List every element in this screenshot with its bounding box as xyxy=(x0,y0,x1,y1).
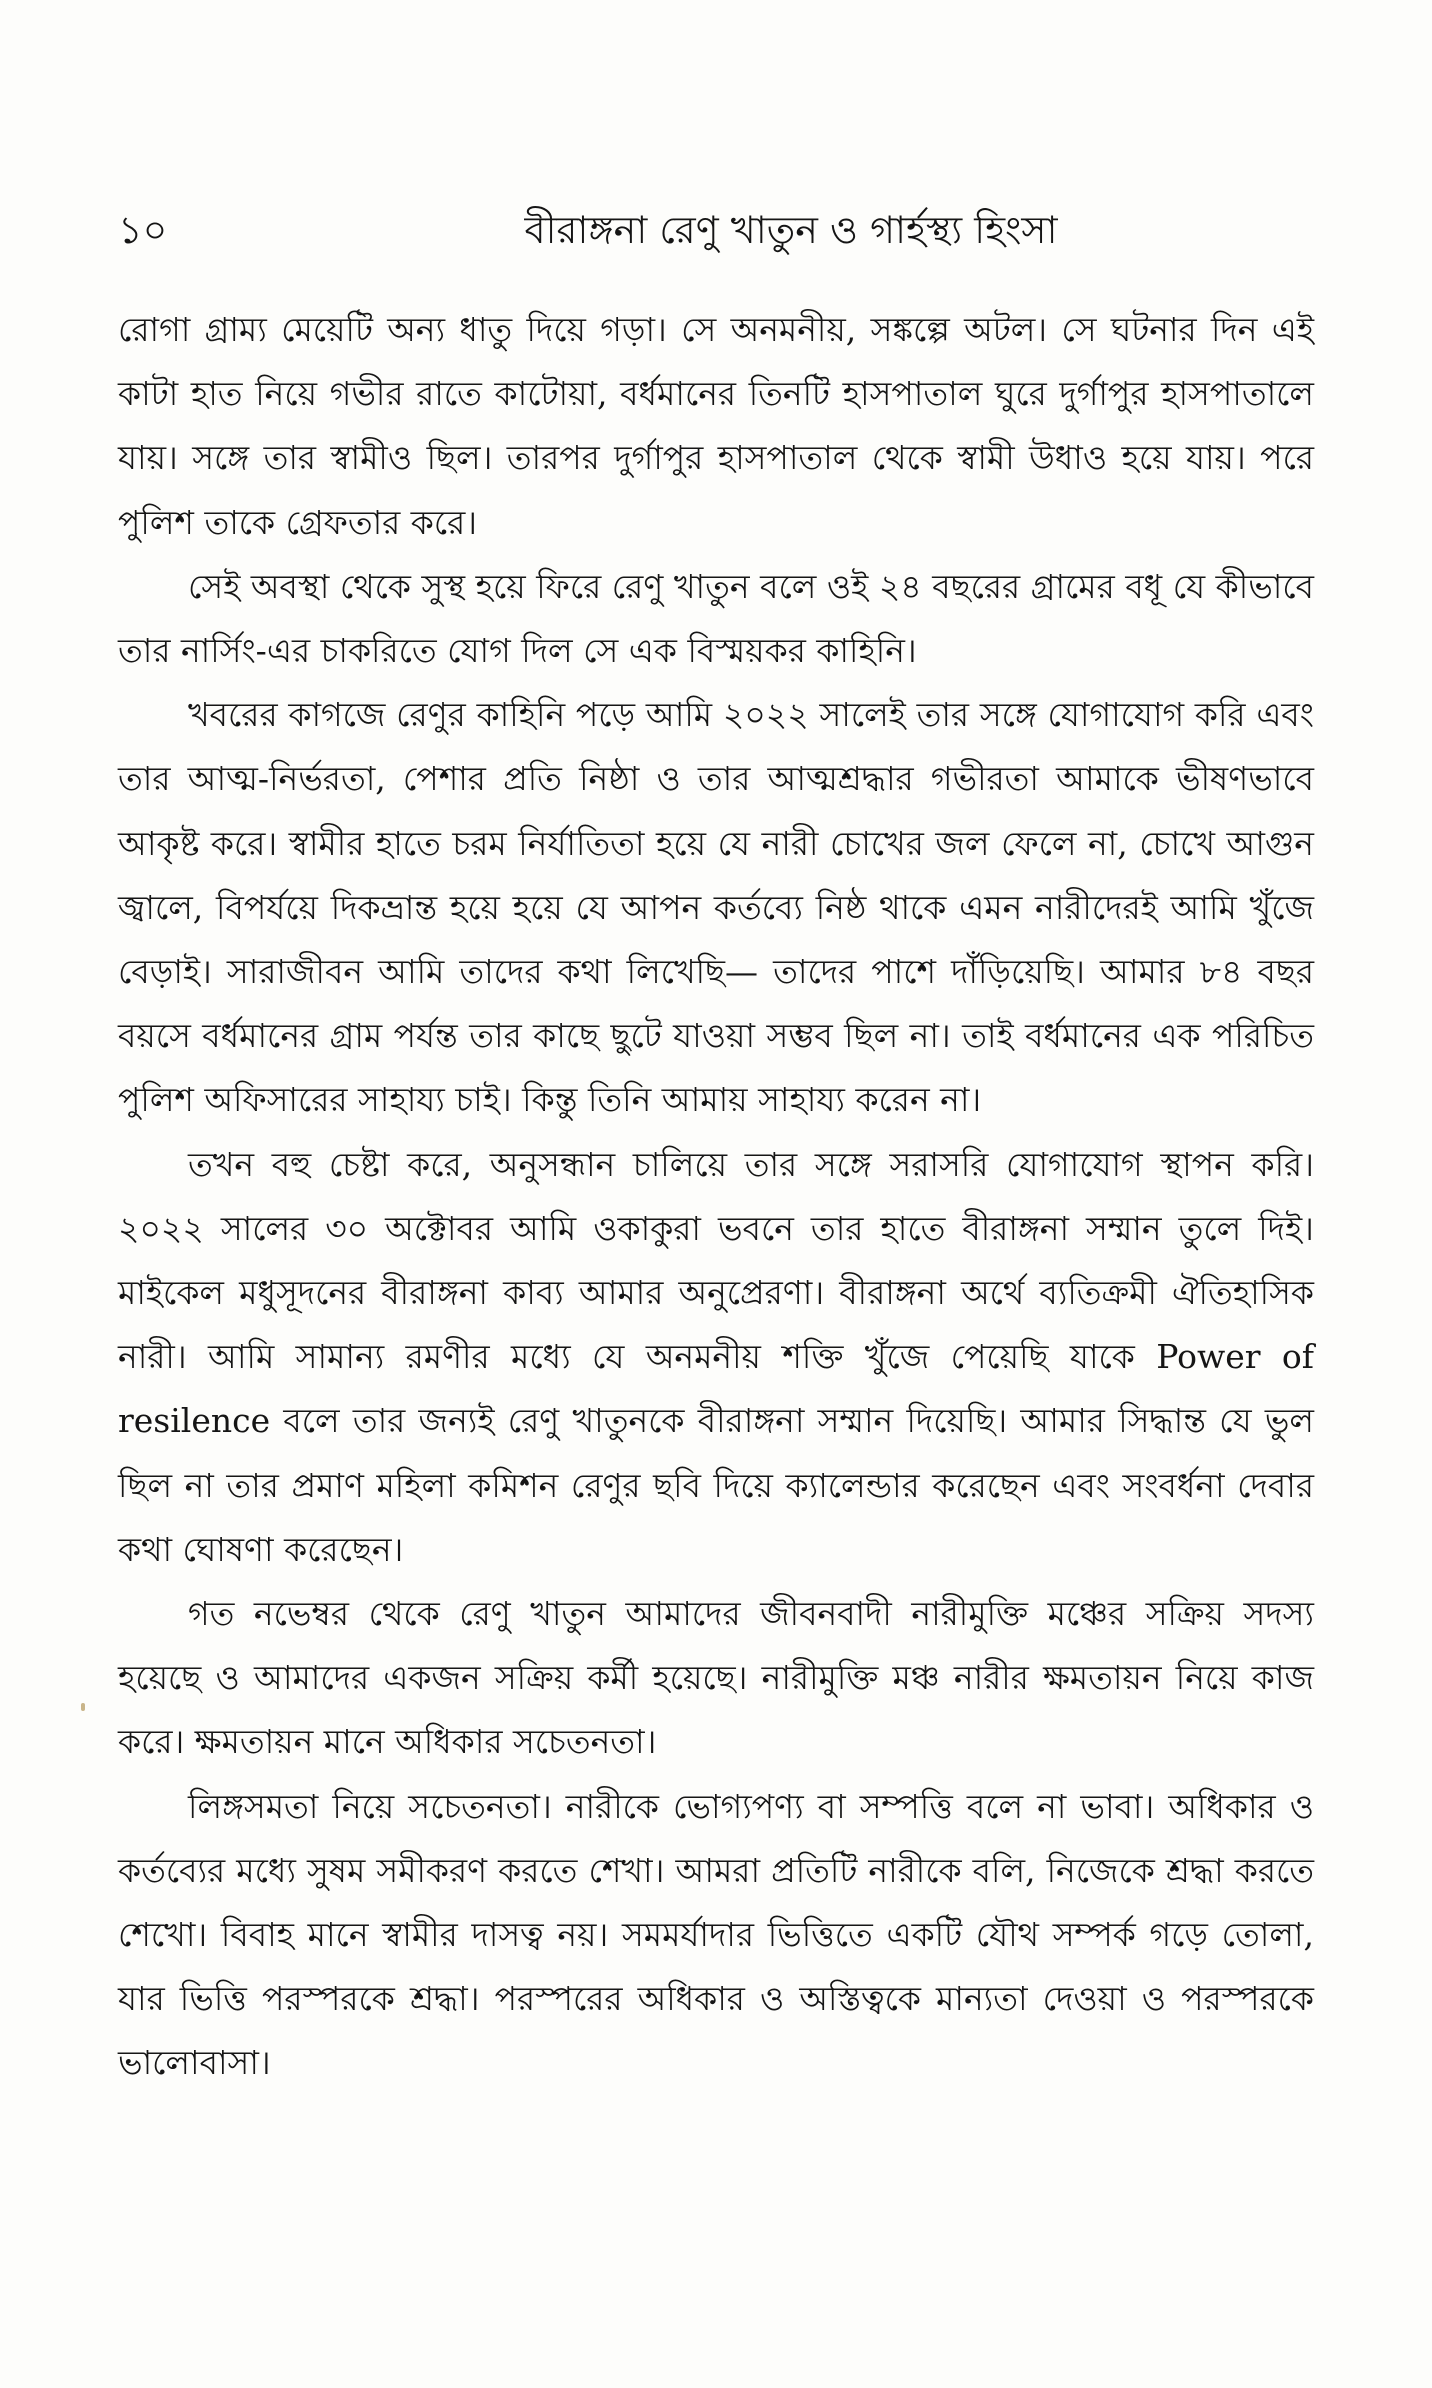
paper-speck xyxy=(81,1703,85,1711)
paragraph: সেই অবস্থা থেকে সুস্থ হয়ে ফিরে রেণু খাতুন বলে ওই ২৪ বছরের গ্রামের বধূ যে কীভাবে তার নার্সিং-এর চাকরিতে যোগ দিল সে এক বিস্ময়কর কাহিনি। xyxy=(118,566,1314,671)
paragraph: লিঙ্গসমতা নিয়ে সচেতনতা। নারীকে ভোগ্যপণ্য বা সম্পত্তি বলে না ভাবা। অধিকার ও কর্তব্যের মধ্যে সুষম সমীকরণ করতে শেখা। আমরা প্রতিটি নারীকে বলি, নিজেকে শ্রদ্ধা করতে শেখো। বিবাহ মানে স্বামীর দাসত্ব নয়। সমমর্যাদার ভিত্তিতে একটি যৌথ সম্পর্ক গড়ে তোলা, যার ভিত্তি পরস্পরকে শ্রদ্ধা। পরস্পরের অধিকার ও অস্তিত্বকে মান্যতা দেওয়া ও পরস্পরকে ভালোবাসা। xyxy=(118,1786,1314,2083)
paragraph: খবরের কাগজে রেণুর কাহিনি পড়ে আমি ২০২২ সালেই তার সঙ্গে যোগাযোগ করি এবং তার আত্ম-নির্ভরতা, পেশার প্রতি নিষ্ঠা ও তার আত্মশ্রদ্ধার গভীরতা আমাকে ভীষণভাবে আকৃষ্ট করে। স্বামীর হাতে চরম নির্যাতিতা হয়ে যে নারী চোখের জল ফেলে না, চোখে আগুন জ্বালে, বিপর্যয়ে দিকভ্রান্ত হয়ে হয়ে যে আপন কর্তব্যে নিষ্ঠ থাকে এমন নারীদেরই আমি খুঁজে বেড়াই। সারাজীবন আমি তাদের কথা লিখেছি— তাদের পাশে দাঁড়িয়েছি। আমার ৮৪ বছর বয়সে বর্ধমানের গ্রাম পর্যন্ত তার কাছে ছুটে যাওয়া সম্ভব ছিল না। তাই বর্ধমানের এক পরিচিত পুলিশ অফিসারের সাহায্য চাই। কিন্তু তিনি আমায় সাহায্য করেন না। xyxy=(118,695,1314,1120)
running-title: বীরাঙ্গনা রেণু খাতুন ও গার্হস্থ্য হিংসা xyxy=(524,208,1058,252)
paragraph: রোগা গ্রাম্য মেয়েটি অন্য ধাতু দিয়ে গড়া। সে অনমনীয়, সঙ্কল্পে অটল। সে ঘটনার দিন এই কাটা হাত নিয়ে গভীর রাতে কাটোয়া, বর্ধমানের তিনটি হাসপাতাল ঘুরে দুর্গাপুর হাসপাতালে যায়। সঙ্গে তার স্বামীও ছিল। তারপর দুর্গাপুর হাসপাতাল থেকে স্বামী উধাও হয়ে যায়। পরে পুলিশ তাকে গ্রেফতার করে। xyxy=(118,310,1314,542)
page-header xyxy=(118,200,1314,270)
paragraph: তখন বহু চেষ্টা করে, অনুসন্ধান চালিয়ে তার সঙ্গে সরাসরি যোগাযোগ স্থাপন করি। ২০২২ সালের ৩০ অক্টোবর আমি ওকাকুরা ভবনে তার হাতে বীরাঙ্গনা সম্মান তুলে দিই। মাইকেল মধুসূদনের বীরাঙ্গনা কাব্য আমার অনুপ্রেরণা। বীরাঙ্গনা অর্থে ব্যতিক্রমী ঐতিহাসিক নারী। আমি সামান্য রমণীর মধ্যে যে অনমনীয় শক্তি খুঁজে পেয়েছি যাকে Power of resilence বলে তার জন্যই রেণু খাতুনকে বীরাঙ্গনা সম্মান দিয়েছি। আমার সিদ্ধান্ত যে ভুল ছিল না তার প্রমাণ মহিলা কমিশন রেণুর ছবি দিয়ে ক্যালেন্ডার করেছেন এবং সংবর্ধনা দেবার কথা ঘোষণা করেছেন। xyxy=(118,1144,1314,1569)
body-text xyxy=(118,298,1314,2096)
paragraph: গত নভেম্বর থেকে রেণু খাতুন আমাদের জীবনবাদী নারীমুক্তি মঞ্চের সক্রিয় সদস্য হয়েছে ও আমাদের একজন সক্রিয় কর্মী হয়েছে। নারীমুক্তি মঞ্চ নারীর ক্ষমতায়ন নিয়ে কাজ করে। ক্ষমতায়ন মানে অধিকার সচেতনতা। xyxy=(118,1594,1314,1762)
page-number: ১০ xyxy=(118,208,168,252)
